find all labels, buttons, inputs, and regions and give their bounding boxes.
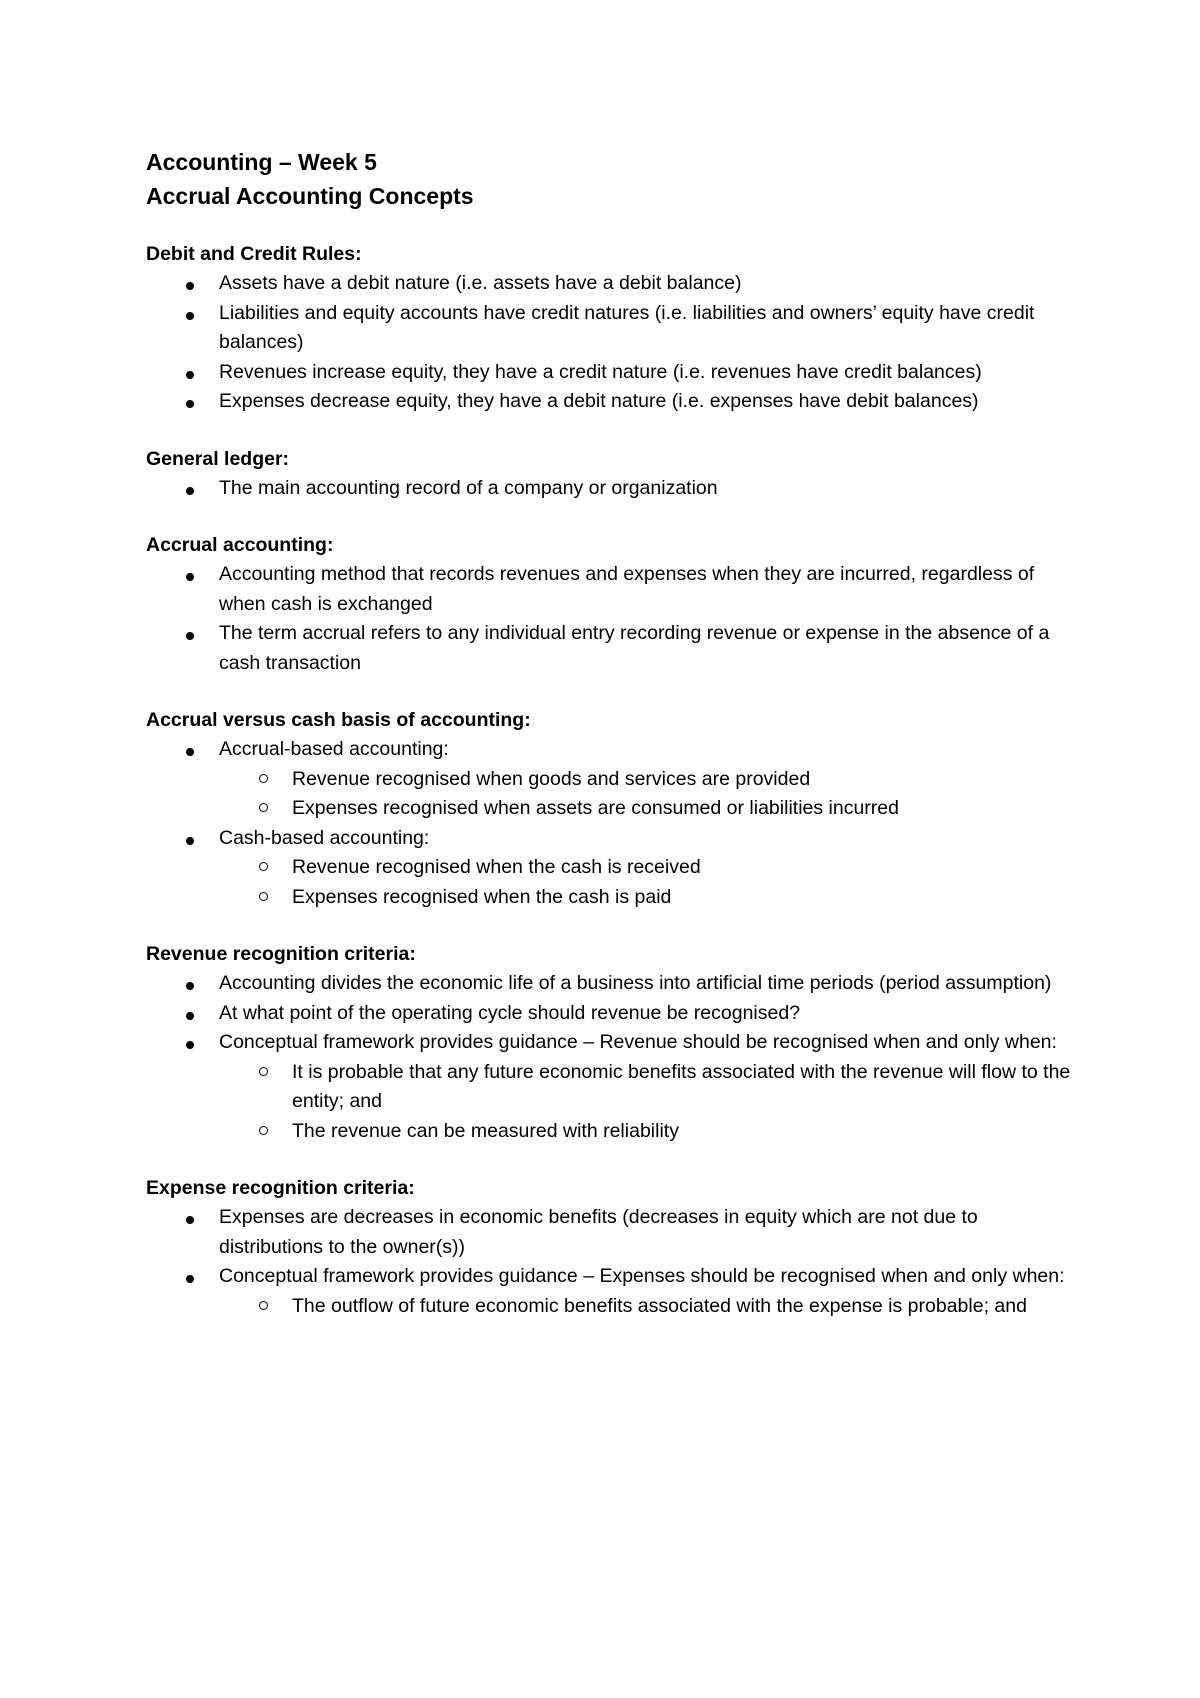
list-item: [146, 474, 1076, 504]
sub-list: [219, 1058, 1076, 1147]
bullet-icon: [186, 1275, 194, 1283]
list-item: [146, 735, 1076, 824]
list-item: [146, 1028, 1076, 1146]
bullet-icon: [186, 487, 194, 495]
circle-bullet-icon: [259, 892, 268, 901]
list-item: [146, 619, 1076, 678]
list-item: [146, 1203, 1076, 1262]
bullet-list: [146, 269, 1076, 417]
sub-list-item: [219, 1292, 1076, 1322]
section-revenue-recognition: [146, 940, 1076, 1146]
list-item: [146, 824, 1076, 913]
bullet-list: [146, 560, 1076, 678]
section-heading: Accrual versus cash basis of accounting:: [146, 709, 531, 731]
list-item-text: Conceptual framework provides guidance – Expenses should be recognised when and only when:: [219, 1265, 1065, 1287]
section-debit-credit-rules: [146, 240, 1076, 417]
section-heading: Revenue recognition criteria:: [146, 943, 416, 965]
sub-list-item: [219, 883, 1076, 913]
list-item: [146, 358, 1076, 388]
list-item-text: Liabilities and equity accounts have credit natures (i.e. liabilities and owners’ equity have credit balances): [219, 301, 1035, 353]
list-item: [146, 299, 1076, 358]
section-general-ledger: [146, 445, 1076, 504]
list-item-text: Accrual-based accounting:: [219, 738, 449, 760]
section-heading: Expense recognition criteria:: [146, 1177, 415, 1199]
list-item-text: At what point of the operating cycle should revenue be recognised?: [219, 1001, 801, 1024]
sub-list-item: [219, 794, 1076, 824]
sub-list-item: [219, 1117, 1076, 1147]
section-expense-recognition: [146, 1174, 1076, 1321]
document-page: [146, 145, 1076, 1321]
sub-list-item-text: Revenue recognised when the cash is received: [292, 856, 701, 878]
list-item-text: Expenses are decreases in economic benefits (decreases in equity which are not due to distributions to the owner(s)): [219, 1206, 978, 1258]
sub-list: [219, 1292, 1076, 1322]
sub-list: [219, 853, 1076, 912]
bullet-list: [146, 1203, 1076, 1321]
list-item: [146, 387, 1076, 417]
sub-list-item-text: It is probable that any future economic benefits associated with the revenue will flow to the entity; and: [292, 1060, 1071, 1112]
bullet-icon: [186, 748, 194, 756]
bullet-list: [146, 969, 1076, 1146]
bullet-icon: [186, 982, 194, 990]
sub-list-item-text: Expenses recognised when assets are consumed or liabilities incurred: [292, 797, 899, 819]
bullet-icon: [186, 282, 194, 290]
sub-list-item-text: The outflow of future economic benefits associated with the expense is probable; and: [292, 1294, 1027, 1317]
circle-bullet-icon: [259, 1126, 268, 1135]
list-item-text: Expenses decrease equity, they have a debit nature (i.e. expenses have debit balances): [219, 390, 979, 412]
sub-list-item: [219, 853, 1076, 883]
sub-list-item-text: The revenue can be measured with reliability: [292, 1119, 679, 1142]
bullet-list: [146, 474, 1076, 504]
sub-list-item: [219, 1058, 1076, 1117]
bullet-icon: [186, 1012, 194, 1020]
circle-bullet-icon: [259, 774, 268, 783]
bullet-icon: [186, 371, 194, 379]
bullet-icon: [186, 1041, 194, 1049]
bullet-icon: [186, 632, 194, 640]
list-item: [146, 1262, 1076, 1321]
document-subtitle: Accrual Accounting Concepts: [146, 183, 474, 209]
bullet-icon: [186, 1216, 194, 1224]
list-item-text: Accounting divides the economic life of a business into artificial time periods (period assumption): [219, 972, 1052, 994]
sub-list-item-text: Expenses recognised when the cash is paid: [292, 885, 672, 908]
sub-list: [219, 765, 1076, 824]
list-item-text: Conceptual framework provides guidance – Revenue should be recognised when and only when:: [219, 1031, 1057, 1053]
circle-bullet-icon: [259, 803, 268, 812]
bullet-list: [146, 735, 1076, 912]
bullet-icon: [186, 573, 194, 581]
bullet-icon: [186, 837, 194, 845]
list-item-text: Accounting method that records revenues and expenses when they are incurred, regardless of when cash is exchanged: [219, 563, 1035, 615]
sub-list-item-text: Revenue recognised when goods and services are provided: [292, 767, 811, 790]
sub-list-item: [219, 765, 1076, 795]
circle-bullet-icon: [259, 862, 268, 871]
list-item: [146, 269, 1076, 299]
bullet-icon: [186, 312, 194, 320]
section-accrual-vs-cash: [146, 706, 1076, 912]
list-item: [146, 560, 1076, 619]
section-heading: Debit and Credit Rules:: [146, 243, 362, 265]
circle-bullet-icon: [259, 1067, 268, 1076]
list-item-text: Assets have a debit nature (i.e. assets have a debit balance): [219, 272, 742, 294]
list-item-text: The term accrual refers to any individual entry recording revenue or expense in the absence of a cash transaction: [219, 622, 1050, 674]
circle-bullet-icon: [259, 1301, 268, 1310]
list-item-text: Revenues increase equity, they have a credit nature (i.e. revenues have credit balances): [219, 360, 982, 383]
list-item: [146, 999, 1076, 1029]
section-heading: Accrual accounting:: [146, 534, 334, 556]
bullet-icon: [186, 400, 194, 408]
list-item-text: Cash-based accounting:: [219, 826, 430, 849]
list-item: [146, 969, 1076, 999]
section-accrual-accounting: [146, 531, 1076, 678]
section-heading: General ledger:: [146, 447, 290, 470]
list-item-text: The main accounting record of a company or organization: [219, 476, 718, 499]
document-title: Accounting – Week 5: [146, 149, 377, 175]
